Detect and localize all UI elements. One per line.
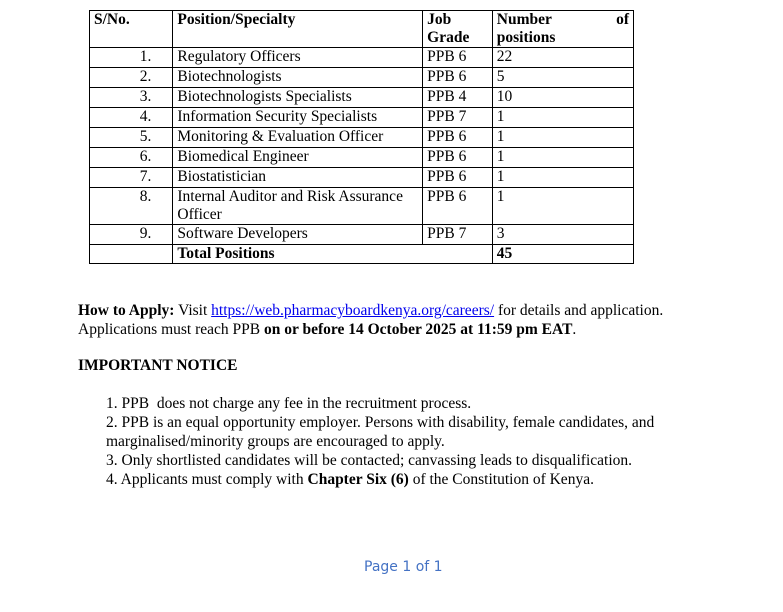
apply-label: How to Apply: <box>78 302 175 319</box>
careers-link[interactable]: https://web.pharmacyboardkenya.org/careers/ <box>211 302 495 319</box>
positions-table <box>89 10 634 264</box>
notice-item: 3. Only shortlisted candidates will be contacted; canvassing leads to disqualification. <box>106 452 633 469</box>
row-position: Regulatory Officers <box>173 48 423 68</box>
table-row <box>90 68 634 88</box>
row-position: Software Developers <box>173 225 423 245</box>
notice-list <box>106 394 706 489</box>
apply-visit: Visit <box>174 302 212 319</box>
row-grade: PPB 6 <box>423 168 493 188</box>
row-sno: 1. <box>90 48 173 68</box>
row-sno: 2. <box>90 68 173 88</box>
row-count: 3 <box>492 225 633 245</box>
row-grade: PPB 7 <box>423 108 493 128</box>
row-grade: PPB 6 <box>423 128 493 148</box>
row-count: 1 <box>492 188 633 225</box>
row-sno: 8. <box>90 188 173 225</box>
table-row <box>90 128 634 148</box>
apply-deadline: on or before 14 October 2025 at 11:59 pm EAT <box>264 321 573 338</box>
apply-line1 <box>78 301 718 320</box>
header-sno: S/No. <box>90 11 173 48</box>
row-position: Information Security Specialists <box>173 108 423 128</box>
apply-line2 <box>78 320 718 339</box>
row-position: Biostatistician <box>173 168 423 188</box>
row-grade: PPB 6 <box>423 48 493 68</box>
row-position: Biotechnologists Specialists <box>173 88 423 108</box>
apply-line2-post: . <box>572 321 577 338</box>
header-position: Position/Specialty <box>173 11 423 48</box>
row-count: 1 <box>492 108 633 128</box>
notice-item: 1. PPB does not charge any fee in the recruitment process. <box>106 395 472 412</box>
notice-item4-post: of the Constitution of Kenya. <box>408 471 594 488</box>
total-label: Total Positions <box>173 245 492 264</box>
row-count: 5 <box>492 68 633 88</box>
notice-item4-pre: 4. Applicants must comply with <box>106 471 308 488</box>
header-count-word1: Number <box>496 11 552 28</box>
row-sno: 7. <box>90 168 173 188</box>
header-count <box>492 11 633 48</box>
row-grade: PPB 7 <box>423 225 493 245</box>
row-position: Monitoring & Evaluation Officer <box>173 128 423 148</box>
header-count-word2: of <box>616 11 629 28</box>
table-row <box>90 188 634 225</box>
table-row <box>90 168 634 188</box>
notice-item: 2. PPB is an equal opportunity employer. Persons with disability, female candidates, and marginalised/minority groups are encouraged to apply. <box>106 414 655 450</box>
table-row <box>90 108 634 128</box>
notice-title: IMPORTANT NOTICE <box>78 357 238 374</box>
row-count: 1 <box>492 128 633 148</box>
row-grade: PPB 6 <box>423 188 493 225</box>
header-grade <box>423 11 493 48</box>
row-count: 10 <box>492 88 633 108</box>
row-count: 1 <box>492 148 633 168</box>
header-grade-line2: Grade <box>427 29 470 46</box>
how-to-apply <box>78 301 718 339</box>
table-header-row <box>90 11 634 48</box>
total-value: 45 <box>492 245 633 264</box>
row-position: Internal Auditor and Risk Assurance Officer <box>173 188 423 225</box>
row-sno: 3. <box>90 88 173 108</box>
page-number: Page 1 of 1 <box>364 559 443 575</box>
header-count-line2: positions <box>496 29 556 46</box>
total-row <box>90 245 634 264</box>
notice-item <box>106 470 706 489</box>
row-count: 1 <box>492 168 633 188</box>
table-row <box>90 225 634 245</box>
row-count: 22 <box>492 48 633 68</box>
row-grade: PPB 6 <box>423 148 493 168</box>
notice-item4-bold: Chapter Six (6) <box>307 471 409 488</box>
apply-line2-pre: Applications must reach PPB <box>78 321 264 338</box>
row-sno: 4. <box>90 108 173 128</box>
row-sno: 9. <box>90 225 173 245</box>
table-row <box>90 148 634 168</box>
row-grade: PPB 4 <box>423 88 493 108</box>
row-grade: PPB 6 <box>423 68 493 88</box>
apply-after-link: for details and application. <box>494 302 664 319</box>
row-sno: 6. <box>90 148 173 168</box>
table-row <box>90 48 634 68</box>
row-position: Biotechnologists <box>173 68 423 88</box>
row-position: Biomedical Engineer <box>173 148 423 168</box>
row-sno: 5. <box>90 128 173 148</box>
table-row <box>90 88 634 108</box>
total-empty-cell <box>90 245 173 264</box>
header-grade-line1: Job <box>427 11 452 28</box>
